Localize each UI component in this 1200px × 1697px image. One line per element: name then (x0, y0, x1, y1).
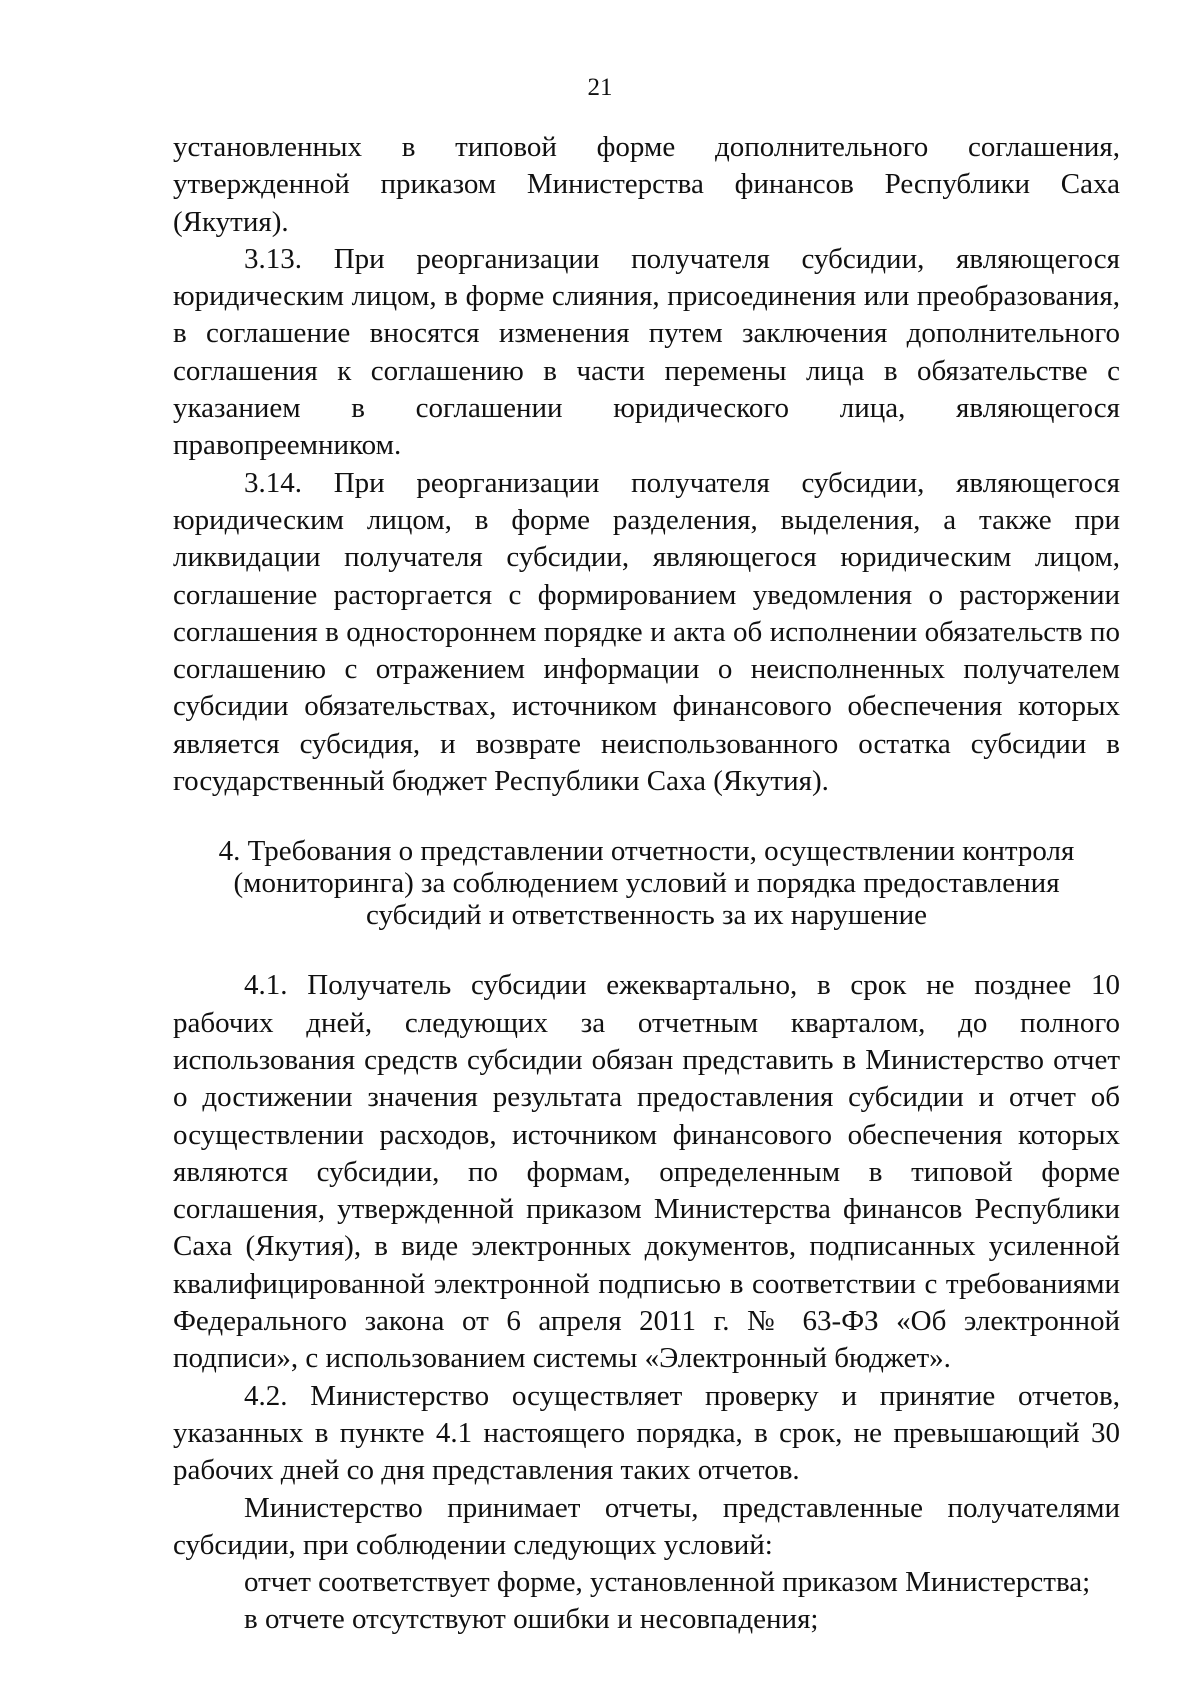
paragraph-conditions-intro: Министерство принимает отчеты, представленные получателями субсидии, при соблюдении следующих условий: (173, 1491, 1120, 1561)
paragraph-3-13: 3.13. При реорганизации получателя субсидии, являющегося юридическим лицом, в форме слияния, присоединения или преобразования, в соглашение вносятся изменения путем заключения дополнительного соглашения к соглашению в части перемены лица в обязательстве с указанием в соглашении юридического лица, являющегося правопреемником. (173, 242, 1120, 462)
section-heading-line: (мониторинга) за соблюдением условий и порядка предоставления (233, 867, 1060, 900)
document-body (173, 129, 1120, 1639)
section-heading (173, 835, 1120, 931)
paragraph-3-14: 3.14. При реорганизации получателя субсидии, являющегося юридическим лицом, в форме разделения, выделения, а также при ликвидации получателя субсидии, являющегося юридическим лицом, соглашение расторгается с формированием уведомления о расторжении соглашения в одностороннем порядке и акта об исполнении обязательств по соглашению с отражением информации о неисполненных получателем субсидии обязательствах, источником финансового обеспечения которых является субсидия, и возврате неиспользованного остатка субсидии в государственный бюджет Республики Саха (Якутия). (173, 466, 1120, 798)
condition-item: в отчете отсутствуют ошибки и несовпадения; (244, 1603, 819, 1636)
paragraph-4-2: 4.2. Министерство осуществляет проверку и принятие отчетов, указанных в пункте 4.1 настоящего порядка, в срок, не превышающий 30 рабочих дней со дня представления таких отчетов. (173, 1379, 1120, 1487)
paragraph-4-1: 4.1. Получатель субсидии ежеквартально, в срок не позднее 10 рабочих дней, следующих за отчетным кварталом, до полного использования средств субсидии обязан представить в Министерство отчет о достижении значения результата предоставления субсидии и отчет об осуществлении расходов, источником финансового обеспечения которых являются субсидии, по формам, определенным в типовой форме соглашения, утвержденной приказом Министерства финансов Республики Саха (Якутия), в виде электронных документов, подписанных усиленной квалифицированной электронной подписью в соответствии с требованиями Федерального закона от 6 апреля 2011 г. № 63-ФЗ «Об электронной подписи», с использованием системы «Электронный бюджет». (173, 969, 1120, 1375)
page-number: 21 (587, 74, 613, 101)
section-heading-line: 4. Требования о представлении отчетности, осуществлении контроля (218, 835, 1075, 868)
section-heading-line: субсидий и ответственность за их нарушение (366, 899, 927, 932)
condition-item: отчет соответствует форме, установленной приказом Министерства; (244, 1566, 1091, 1599)
paragraph-continuation: установленных в типовой форме дополнительного соглашения, утвержденной приказом Министерства финансов Республики Саха (Якутия). (173, 131, 1120, 238)
